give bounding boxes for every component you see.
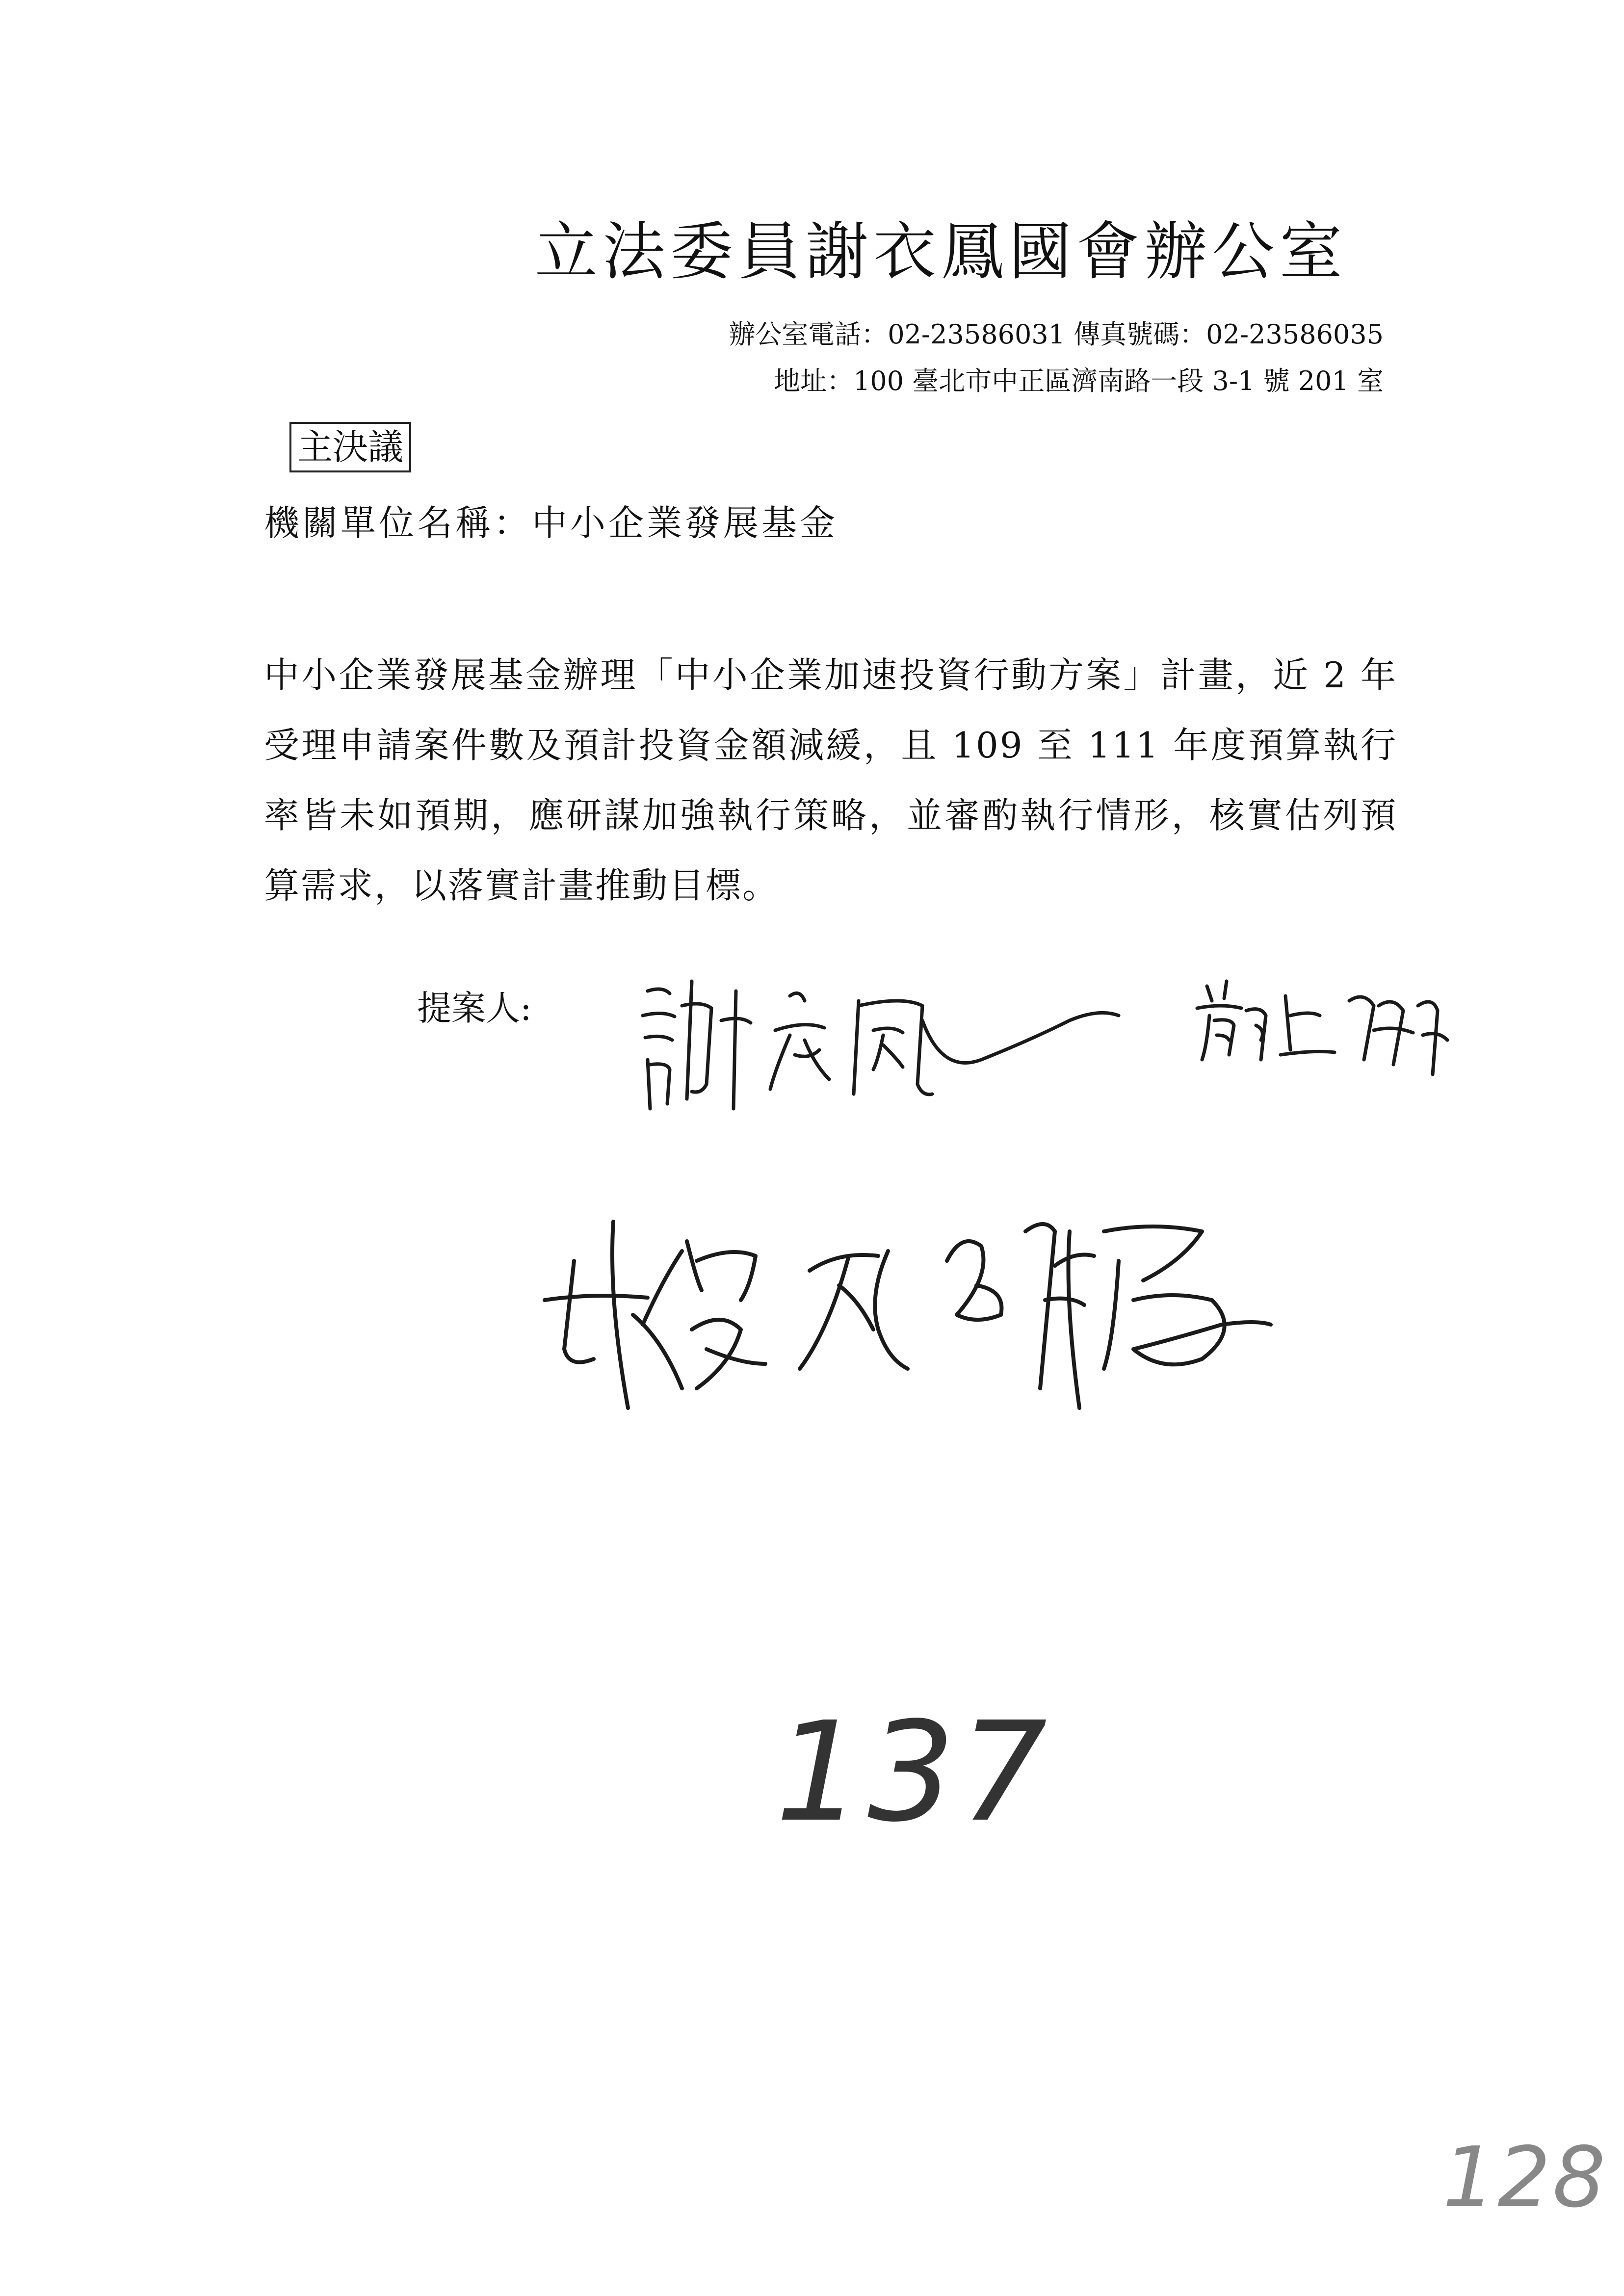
- corner-page-number: 128: [1442, 2129, 1608, 2226]
- handwritten-page-number: 137: [775, 1693, 1052, 1852]
- office-title: 立法委員謝衣鳳國會辦公室: [535, 215, 1348, 288]
- office-address-line: 地址：100 臺北市中正區濟南路一段 3-1 號 201 室: [774, 365, 1384, 396]
- resolution-type-badge: 主決議: [289, 422, 411, 472]
- signature-third: [535, 1202, 1290, 1418]
- signature-second: [1187, 962, 1462, 1089]
- office-phone-line: 辦公室電話：02-23586031 傳真號碼：02-23586035: [729, 319, 1384, 350]
- proposer-label: 提案人:: [417, 988, 532, 1028]
- signature-first: [628, 962, 1138, 1123]
- agency-name: 機關單位名稱：中小企業發展基金: [264, 502, 838, 544]
- resolution-body: 中小企業發展基金辦理「中小企業加速投資行動方案」計畫，近 2 年受理申請案件數及預計投資金額減緩，且 109 至 111 年度預算執行率皆未如預期，應研謀加強執行策略，並審酌執行情形，核實估列預算需求，以落實計畫推動目標。: [264, 654, 1397, 906]
